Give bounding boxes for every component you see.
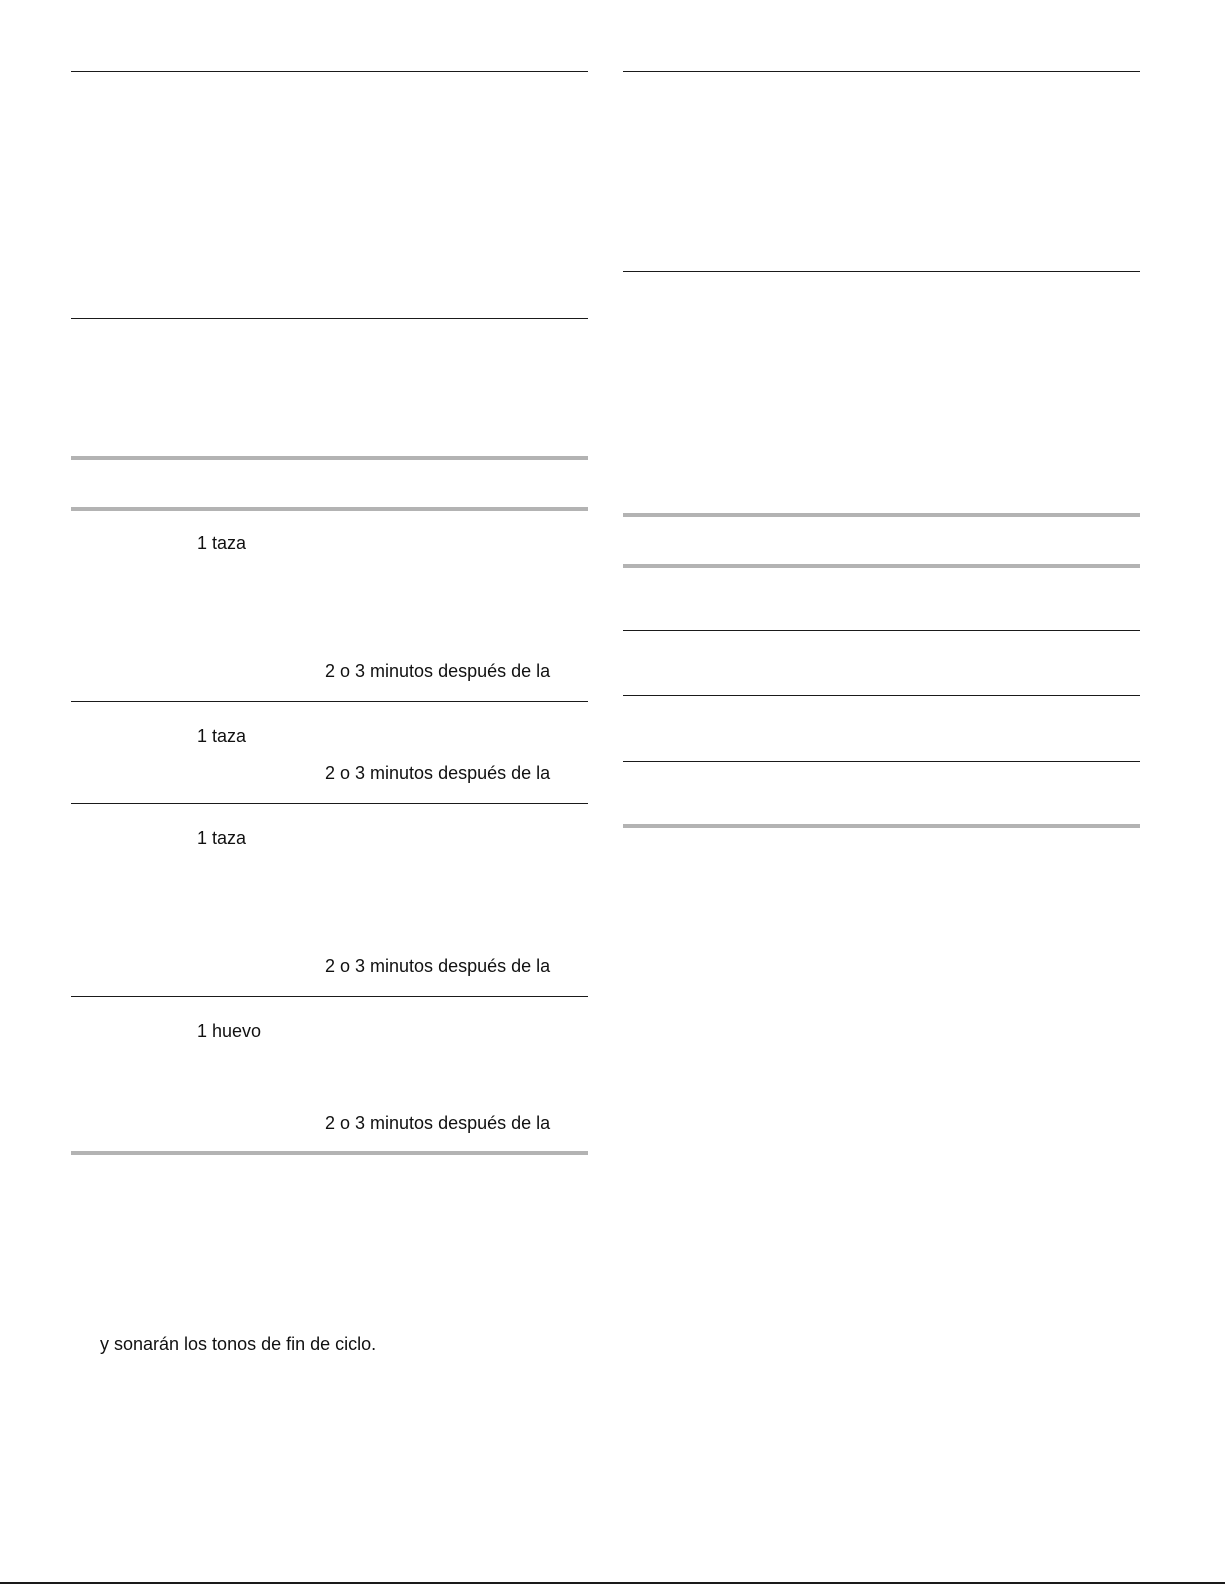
table-row-3-quantity: 1 taza — [197, 828, 247, 848]
table-row-divider — [71, 701, 588, 702]
right-top-divider — [623, 71, 1140, 72]
table-row-4-standing-time: 2 o 3 minutos después de la — [325, 1113, 551, 1133]
table-row-1-standing-time: 2 o 3 minutos después de la — [325, 661, 551, 681]
table-row-divider — [71, 996, 588, 997]
table-row-2-quantity: 1 taza — [197, 726, 247, 746]
end-cycle-text: y sonarán los tonos de fin de ciclo. — [100, 1334, 377, 1354]
table-row-divider — [71, 803, 588, 804]
table-row-1-quantity: 1 taza — [197, 533, 247, 553]
right-table-bottom-border — [623, 824, 1140, 828]
table-row-2-standing-time: 2 o 3 minutos después de la — [325, 763, 551, 783]
left-table-header-border — [71, 507, 588, 511]
left-table-top-border — [71, 456, 588, 460]
table-row-4-quantity: 1 huevo — [197, 1021, 262, 1041]
table-row-3-standing-time: 2 o 3 minutos después de la — [325, 956, 551, 976]
right-section-divider — [623, 271, 1140, 272]
page-bottom-border — [0, 1582, 1225, 1584]
right-table-header-border — [623, 564, 1140, 568]
right-table-row-divider — [623, 630, 1140, 631]
right-table-top-border — [623, 513, 1140, 517]
left-section-divider — [71, 318, 588, 319]
left-top-divider — [71, 71, 588, 72]
right-table-row-divider — [623, 695, 1140, 696]
right-table-row-divider — [623, 761, 1140, 762]
left-table-bottom-border — [71, 1151, 588, 1155]
